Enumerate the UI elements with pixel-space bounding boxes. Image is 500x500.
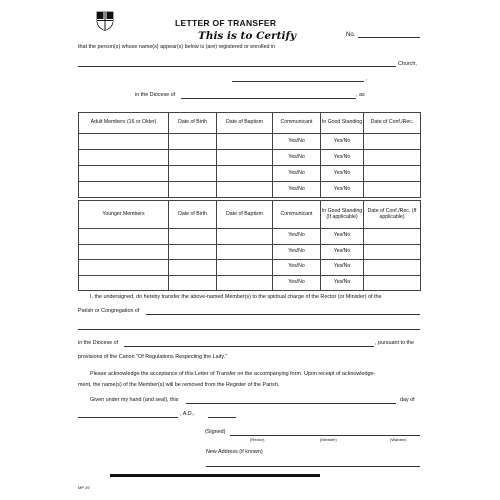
name-cell[interactable] <box>79 150 169 166</box>
birth-cell[interactable] <box>169 229 217 245</box>
given-label: Given under my hand (and seal), this <box>90 397 179 403</box>
acknowledge-text-2: ment, the name(s) of the Member(s) will be removed from the Register of the Parish. <box>78 382 280 388</box>
conf-cell[interactable] <box>364 182 421 198</box>
communicant-yes-no[interactable]: Yes/No <box>273 275 321 291</box>
conf-cell[interactable] <box>364 134 421 150</box>
signature-field[interactable] <box>230 435 420 436</box>
good-standing-yes-no[interactable]: Yes/No <box>321 166 364 182</box>
table-row[interactable] <box>79 166 421 182</box>
birth-cell[interactable] <box>169 150 217 166</box>
transfer-statement: I, the undersigned, do hereby transfer the above-named Member(s) to the spiritual charge of the Rector (or Minister) of the <box>90 294 382 300</box>
form-code: MP 29 <box>78 485 90 490</box>
footer-rule <box>110 474 320 477</box>
diocese-label: in the Diocese of <box>135 92 176 98</box>
baptism-cell[interactable] <box>217 244 273 260</box>
diocese2-field[interactable] <box>124 346 374 347</box>
column-header: Date of Conf./Rec. <box>364 113 421 134</box>
table-row[interactable] <box>79 150 421 166</box>
role-rector: (Rector) <box>250 437 265 442</box>
intro-text: that the person(s) whose name(s) appear(s) below is (are) registered or enrolled in <box>78 44 276 50</box>
name-cell[interactable] <box>79 275 169 291</box>
good-standing-yes-no[interactable]: Yes/No <box>321 275 364 291</box>
communicant-yes-no[interactable]: Yes/No <box>273 134 321 150</box>
column-header: Date of Birth <box>169 113 217 134</box>
church-shield-logo <box>96 11 114 31</box>
column-header: Date of Birth <box>169 201 217 229</box>
name-cell[interactable] <box>79 182 169 198</box>
as-label: , as <box>356 92 365 98</box>
communicant-yes-no[interactable]: Yes/No <box>273 150 321 166</box>
column-header: Younger Members <box>79 201 169 229</box>
ad-label: , A.D., <box>180 411 195 417</box>
baptism-cell[interactable] <box>217 182 273 198</box>
month-field[interactable] <box>78 417 178 418</box>
baptism-cell[interactable] <box>217 150 273 166</box>
communicant-yes-no[interactable]: Yes/No <box>273 229 321 245</box>
table-row[interactable] <box>79 182 421 198</box>
column-header: Communicant <box>273 113 321 134</box>
conf-cell[interactable] <box>364 166 421 182</box>
number-label: No. <box>346 32 356 38</box>
name-cell[interactable] <box>79 229 169 245</box>
day-field[interactable] <box>186 403 396 404</box>
signed-label: (Signed) <box>205 429 226 435</box>
name-cell[interactable] <box>79 244 169 260</box>
good-standing-yes-no[interactable]: Yes/No <box>321 260 364 276</box>
church-name-field[interactable] <box>78 66 396 67</box>
parish-field-line2[interactable] <box>78 329 420 330</box>
conf-cell[interactable] <box>364 260 421 276</box>
communicant-yes-no[interactable]: Yes/No <box>273 166 321 182</box>
conf-cell[interactable] <box>364 229 421 245</box>
communicant-yes-no[interactable]: Yes/No <box>273 182 321 198</box>
communicant-yes-no[interactable]: Yes/No <box>273 244 321 260</box>
new-address-label: New Address (if known) <box>206 449 263 455</box>
role-warden: (Warden) <box>390 437 407 442</box>
form-subtitle: This is to Certify <box>198 30 297 42</box>
number-field[interactable] <box>358 37 420 38</box>
name-cell[interactable] <box>79 134 169 150</box>
table-row[interactable] <box>79 275 421 291</box>
table-header-row <box>79 113 421 134</box>
column-header: Date of Baptism <box>217 201 273 229</box>
canon-text: provisions of the Canon "Of Regulations Respecting the Laity." <box>78 354 228 360</box>
table-row[interactable] <box>79 244 421 260</box>
conf-cell[interactable] <box>364 244 421 260</box>
birth-cell[interactable] <box>169 134 217 150</box>
good-standing-yes-no[interactable]: Yes/No <box>321 134 364 150</box>
conf-cell[interactable] <box>364 275 421 291</box>
church-label: Church, <box>398 61 417 67</box>
year-field[interactable] <box>208 417 236 418</box>
day-of-label: day of <box>400 397 415 403</box>
birth-cell[interactable] <box>169 182 217 198</box>
column-header: Date of Baptism <box>217 113 273 134</box>
birth-cell[interactable] <box>169 260 217 276</box>
pursuant-label: , pursuant to the <box>375 340 414 346</box>
communicant-yes-no[interactable]: Yes/No <box>273 260 321 276</box>
adult-members-table <box>78 112 421 198</box>
column-header: Communicant <box>273 201 321 229</box>
baptism-cell[interactable] <box>217 134 273 150</box>
table-row[interactable] <box>79 260 421 276</box>
new-address-field[interactable] <box>206 466 420 467</box>
diocese-field[interactable] <box>181 98 356 99</box>
parish-label: Parish or Congregation of <box>78 308 140 314</box>
parish-field[interactable] <box>146 314 420 315</box>
good-standing-yes-no[interactable]: Yes/No <box>321 182 364 198</box>
younger-members-table <box>78 200 421 291</box>
baptism-cell[interactable] <box>217 260 273 276</box>
birth-cell[interactable] <box>169 275 217 291</box>
form-title: LETTER OF TRANSFER <box>175 18 277 28</box>
church-address-field[interactable] <box>232 81 364 82</box>
baptism-cell[interactable] <box>217 275 273 291</box>
good-standing-yes-no[interactable]: Yes/No <box>321 229 364 245</box>
role-minister: (Minister) <box>320 437 337 442</box>
table-header-row <box>79 201 421 229</box>
baptism-cell[interactable] <box>217 229 273 245</box>
good-standing-yes-no[interactable]: Yes/No <box>321 150 364 166</box>
birth-cell[interactable] <box>169 166 217 182</box>
name-cell[interactable] <box>79 166 169 182</box>
column-header: In Good Standing <box>321 113 364 134</box>
acknowledge-text-1: Please acknowledge the acceptance of this Letter of Transfer on the accompanying form. Upon receipt of acknowledge- <box>90 371 376 377</box>
baptism-cell[interactable] <box>217 166 273 182</box>
comma-label: , <box>366 76 368 82</box>
conf-cell[interactable] <box>364 150 421 166</box>
table-row[interactable] <box>79 134 421 150</box>
name-cell[interactable] <box>79 260 169 276</box>
column-header: In Good Standing (If applicable) <box>321 201 364 229</box>
diocese2-label: in the Diocese of <box>78 340 119 346</box>
birth-cell[interactable] <box>169 244 217 260</box>
column-header: Date of Conf./Rec. (If applicable) <box>364 201 421 229</box>
good-standing-yes-no[interactable]: Yes/No <box>321 244 364 260</box>
table-row[interactable] <box>79 229 421 245</box>
column-header: Adult Members (16 or Older) <box>79 113 169 134</box>
